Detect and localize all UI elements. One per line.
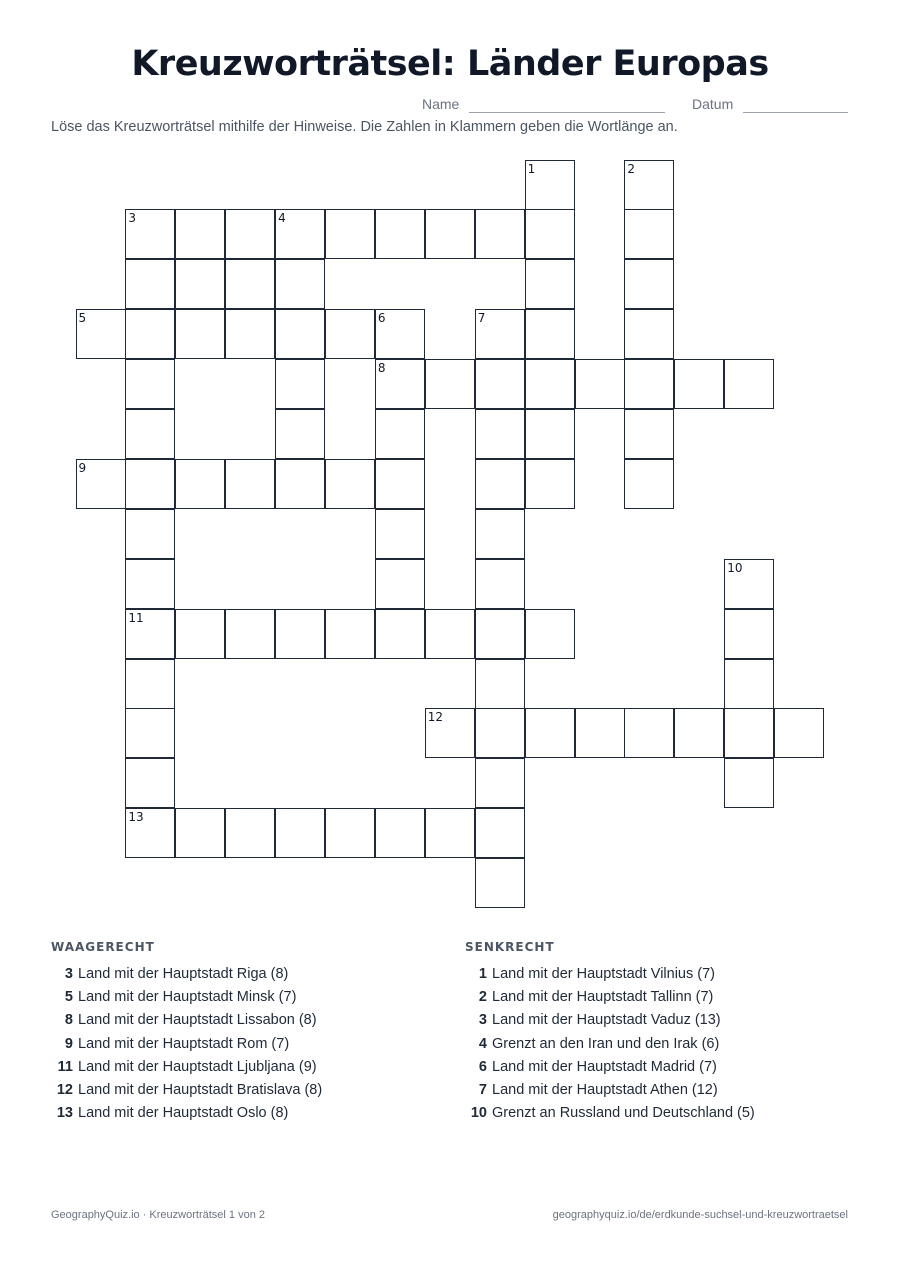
grid-cell[interactable]: [525, 708, 575, 758]
grid-cell[interactable]: [575, 708, 625, 758]
grid-cell[interactable]: [375, 609, 425, 659]
clue-item: [51, 1079, 322, 1102]
grid-cell[interactable]: [674, 359, 724, 409]
clue-number: 12: [56, 1081, 73, 1098]
clue-text: Land mit der Hauptstadt Minsk (7): [78, 989, 297, 1006]
clue-item: [465, 1102, 755, 1125]
grid-cell[interactable]: [425, 609, 475, 659]
grid-cell[interactable]: [325, 209, 375, 259]
clue-item: [51, 1009, 322, 1032]
grid-cell[interactable]: [525, 160, 575, 210]
clue-text: Land mit der Hauptstadt Bratislava (8): [78, 1081, 323, 1098]
grid-cell[interactable]: [475, 609, 525, 659]
grid-cell[interactable]: [475, 659, 525, 709]
clue-number: 1: [478, 966, 487, 982]
clue-text: Land mit der Hauptstadt Rom (7): [78, 1035, 290, 1052]
grid-cell[interactable]: [125, 659, 175, 709]
grid-cell[interactable]: [425, 359, 475, 409]
clue-item: [51, 986, 322, 1009]
grid-cell[interactable]: [724, 559, 774, 609]
grid-cell[interactable]: [76, 459, 126, 509]
grid-cell[interactable]: [225, 209, 275, 259]
grid-cell[interactable]: [125, 459, 175, 509]
grid-cell[interactable]: [575, 359, 625, 409]
clue-item: [465, 963, 755, 986]
clue-number: 4: [478, 1035, 487, 1052]
cell-number: 5: [78, 311, 87, 326]
cell-number: 8: [377, 361, 386, 376]
grid-cell[interactable]: [175, 609, 225, 659]
grid-cell[interactable]: [475, 359, 525, 409]
grid-cell[interactable]: [724, 708, 774, 758]
grid-cell[interactable]: [425, 209, 475, 259]
grid-cell[interactable]: [225, 609, 275, 659]
grid-cell[interactable]: [125, 509, 175, 559]
grid-cell[interactable]: [275, 808, 325, 858]
grid-cell[interactable]: [175, 309, 225, 359]
clue-text: Land mit der Hauptstadt Madrid (7): [492, 1058, 717, 1075]
grid-cell[interactable]: [325, 609, 375, 659]
cell-number: 9: [78, 460, 87, 475]
grid-cell[interactable]: [275, 609, 325, 659]
clue-item: [465, 1033, 755, 1056]
clue-text: Grenzt an Russland und Deutschland (5): [492, 1105, 755, 1122]
clue-number: 8: [64, 1012, 73, 1029]
across-clues: [51, 940, 322, 1125]
grid-cell[interactable]: [175, 259, 225, 309]
clue-text: Land mit der Hauptstadt Athen (12): [492, 1081, 718, 1098]
grid-cell[interactable]: [275, 459, 325, 509]
grid-cell[interactable]: [275, 259, 325, 309]
grid-cell[interactable]: [774, 708, 824, 758]
grid-cell[interactable]: [325, 459, 375, 509]
grid-cell[interactable]: [624, 309, 674, 359]
cell-number: 6: [377, 311, 386, 326]
grid-cell[interactable]: [425, 708, 475, 758]
grid-cell[interactable]: [175, 459, 225, 509]
clue-text: Land mit der Hauptstadt Tallinn (7): [492, 989, 714, 1006]
grid-cell[interactable]: [525, 309, 575, 359]
grid-cell[interactable]: [125, 559, 175, 609]
grid-cell[interactable]: [525, 459, 575, 509]
grid-cell[interactable]: [624, 459, 674, 509]
grid-cell[interactable]: [225, 259, 275, 309]
grid-cell[interactable]: [724, 659, 774, 709]
grid-cell[interactable]: [375, 409, 425, 459]
name-field[interactable]: [469, 112, 665, 113]
grid-cell[interactable]: [375, 459, 425, 509]
date-label: Datum: [692, 96, 734, 112]
grid-cell[interactable]: [475, 209, 525, 259]
grid-cell[interactable]: [125, 309, 175, 359]
grid-cell[interactable]: [125, 758, 175, 808]
clue-item: [51, 1033, 322, 1056]
clue-item: [465, 1079, 755, 1102]
grid-cell[interactable]: [674, 708, 724, 758]
clue-number: 5: [64, 989, 73, 1006]
grid-cell[interactable]: [724, 758, 774, 808]
grid-cell[interactable]: [624, 708, 674, 758]
grid-cell[interactable]: [225, 459, 275, 509]
clue-item: [51, 1056, 322, 1079]
grid-cell[interactable]: [425, 808, 475, 858]
grid-cell[interactable]: [525, 409, 575, 459]
grid-cell[interactable]: [475, 858, 525, 908]
grid-cell[interactable]: [125, 209, 175, 259]
grid-cell[interactable]: [475, 708, 525, 758]
grid-cell[interactable]: [225, 309, 275, 359]
grid-cell[interactable]: [175, 209, 225, 259]
grid-cell[interactable]: [375, 808, 425, 858]
grid-cell[interactable]: [624, 160, 674, 210]
cell-number: 10: [727, 560, 743, 575]
grid-cell[interactable]: [624, 259, 674, 309]
grid-cell[interactable]: [375, 509, 425, 559]
clue-number: 3: [64, 966, 73, 982]
grid-cell[interactable]: [624, 359, 674, 409]
clue-item: [465, 1009, 755, 1032]
grid-cell[interactable]: [525, 209, 575, 259]
across-heading: WAAGERECHT: [51, 940, 155, 954]
grid-cell[interactable]: [475, 459, 525, 509]
cell-number: 4: [278, 211, 286, 226]
grid-cell[interactable]: [325, 808, 375, 858]
grid-cell[interactable]: [475, 309, 525, 359]
down-heading: SENKRECHT: [465, 940, 555, 954]
clue-text: Land mit der Hauptstadt Riga (8): [78, 966, 289, 982]
footer-left: GeographyQuiz.io · Kreuzworträtsel 1 von 2: [51, 1209, 265, 1221]
grid-cell[interactable]: [525, 359, 575, 409]
grid-cell[interactable]: [76, 309, 126, 359]
grid-cell[interactable]: [125, 409, 175, 459]
clue-item: [465, 1056, 755, 1079]
grid-cell[interactable]: [125, 708, 175, 758]
name-label: Name: [422, 96, 460, 112]
clue-number: 2: [478, 989, 487, 1006]
grid-cell[interactable]: [475, 409, 525, 459]
clue-text: Land mit der Hauptstadt Vilnius (7): [492, 966, 715, 982]
clue-number: 7: [478, 1081, 487, 1098]
cell-number: 2: [627, 161, 636, 176]
clue-number: 9: [64, 1035, 73, 1052]
grid-cell[interactable]: [375, 559, 425, 609]
cell-number: 7: [477, 311, 486, 326]
grid-cell[interactable]: [125, 359, 175, 409]
grid-cell[interactable]: [275, 209, 325, 259]
cell-number: 12: [427, 710, 444, 725]
clue-number: 11: [57, 1058, 73, 1075]
grid-cell[interactable]: [325, 309, 375, 359]
grid-cell[interactable]: [624, 409, 674, 459]
grid-cell[interactable]: [525, 259, 575, 309]
grid-cell[interactable]: [475, 758, 525, 808]
cell-number: 11: [128, 610, 144, 625]
down-clues: [465, 940, 755, 1125]
cell-number: 1: [527, 161, 536, 176]
clue-text: Land mit der Hauptstadt Vaduz (13): [492, 1012, 721, 1029]
grid-cell[interactable]: [375, 309, 425, 359]
grid-cell[interactable]: [275, 309, 325, 359]
page-title: Kreuzworträtsel: Länder Europas: [131, 44, 769, 84]
cell-number: 3: [128, 211, 137, 226]
clue-item: [51, 1102, 322, 1125]
grid-cell[interactable]: [475, 808, 525, 858]
grid-cell[interactable]: [125, 808, 175, 858]
cell-number: 13: [128, 810, 144, 825]
grid-cell[interactable]: [125, 259, 175, 309]
clue-text: Land mit der Hauptstadt Lissabon (8): [78, 1012, 317, 1029]
grid-cell[interactable]: [375, 209, 425, 259]
clue-item: [51, 963, 322, 986]
grid-cell[interactable]: [225, 808, 275, 858]
grid-cell[interactable]: [475, 559, 525, 609]
clue-text: Land mit der Hauptstadt Ljubljana (9): [78, 1058, 317, 1075]
grid-cell[interactable]: [724, 609, 774, 659]
grid-cell[interactable]: [175, 808, 225, 858]
grid-cell[interactable]: [375, 359, 425, 409]
clue-number: 13: [56, 1105, 73, 1122]
footer-right: geographyquiz.io/de/erdkunde-suchsel-und-kreuzwortraetsel: [552, 1209, 848, 1221]
clue-number: 10: [470, 1105, 487, 1122]
instructions: Löse das Kreuzworträtsel mithilfe der Hinweise. Die Zahlen in Klammern geben die Wortlänge an.: [51, 119, 678, 135]
grid-cell[interactable]: [275, 409, 325, 459]
clue-text: Grenzt an den Iran und den Irak (6): [492, 1035, 720, 1052]
date-field[interactable]: [743, 112, 848, 113]
clue-text: Land mit der Hauptstadt Oslo (8): [78, 1105, 289, 1122]
grid-cell[interactable]: [475, 509, 525, 559]
grid-cell[interactable]: [724, 359, 774, 409]
grid-cell[interactable]: [125, 609, 175, 659]
grid-cell[interactable]: [275, 359, 325, 409]
grid-cell[interactable]: [624, 209, 674, 259]
clue-number: 6: [478, 1058, 487, 1075]
clue-item: [465, 986, 755, 1009]
grid-cell[interactable]: [525, 609, 575, 659]
clue-number: 3: [478, 1012, 487, 1029]
